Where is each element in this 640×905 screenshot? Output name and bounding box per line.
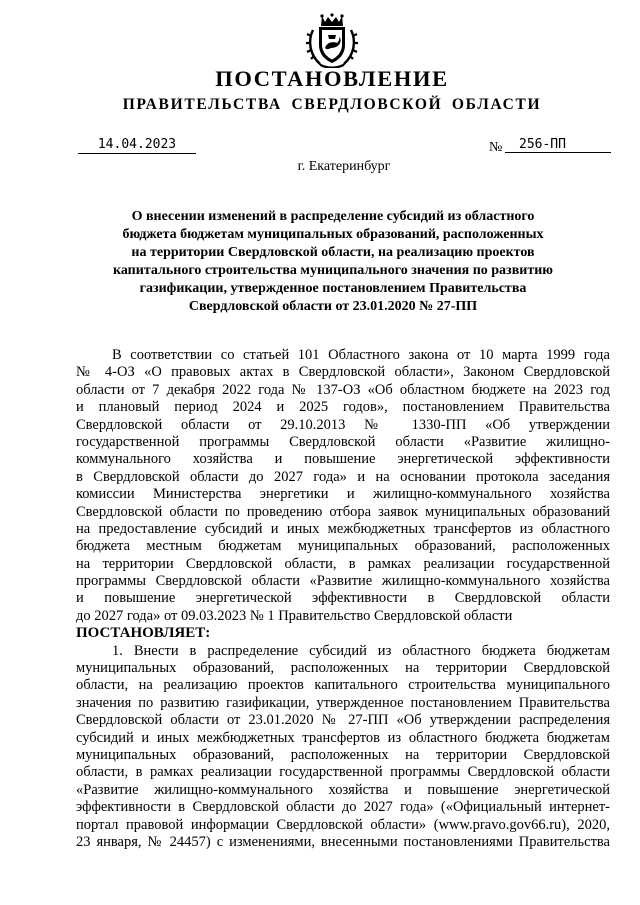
item-1-line: области, на реализацию проектов капитального строительства муниципального (76, 677, 610, 694)
document-title-line: капитального строительства муниципального значения по развитию (113, 263, 553, 278)
preamble-line: на территории Свердловской области, в рамках реализации государственной (76, 555, 610, 572)
preamble-line: Свердловской области от 29.10.2013 № 1330-ПП «Об утверждении (76, 416, 610, 433)
preamble-line: и плановый период 2024 и 2025 годов», постановлением Правительства (76, 399, 610, 416)
preamble-line: коммунального хозяйства и повышение энергетической эффективности (76, 451, 610, 468)
preamble-line: № 4-ОЗ «О правовых актах в Свердловской области», Законом Свердловской (76, 364, 610, 381)
city: г. Екатеринбург (297, 159, 391, 174)
preamble-line: Свердловской области по проведению отбора заявок муниципальных образований (76, 503, 610, 520)
item-1-line: 1. Внести в распределение субсидий из областного бюджета бюджетам (112, 642, 610, 659)
preamble-line: на предоставление субсидий и иных межбюджетных трансфертов из областного (76, 520, 610, 537)
document-title-line: бюджета бюджетам муниципальных образований, расположенных (122, 227, 544, 242)
item-1-line: субсидий и иных межбюджетных трансфертов из областного бюджета бюджетам (76, 729, 610, 746)
document-title-line: на территории Свердловской области, на реализацию проектов (131, 245, 535, 260)
preamble-line: В соответствии со статьей 101 Областного закона от 10 марта 1999 года (112, 347, 610, 363)
item-1-line: области, в рамках реализации государственной программы Свердловской области (76, 764, 610, 781)
preamble-line: комиссии Министерства энергетики и жилищно-коммунального хозяйства (76, 486, 610, 503)
number-label: № (489, 140, 503, 155)
item-1-line: муниципальных образований, расположенных на территории Свердловской (76, 746, 610, 763)
document-title-line: О внесении изменений в распределение субсидий из областного (131, 209, 535, 224)
item-1-line: Свердловской области от 23.01.2020 № 27-ПП «Об утверждении распределения (76, 712, 610, 729)
item-1-line: эффективности в Свердловской области до 2027 года» («Официальный интернет- (76, 799, 610, 816)
preamble-line: в Свердловской области до 2027 года» и на основании протокола заседания (76, 468, 610, 485)
preamble-line: государственной программы Свердловской области «Развитие жилищно- (76, 433, 610, 450)
document-type-title: ПОСТАНОВЛЕНИЕ (215, 66, 449, 91)
item-1-line: портал правовой информации Свердловской области» (www.pravo.gov66.ru), 2020, (76, 816, 610, 833)
preamble-line: и повышение энергетической эффективности в Свердловской области (76, 590, 610, 607)
preamble-line: области от 7 декабря 2022 года № 137-ОЗ «Об областном бюджете на 2023 год (76, 381, 610, 398)
item-1-line: муниципальных образований, расположенных на территории Свердловской (76, 660, 610, 677)
preamble-line: программы Свердловской области «Развитие жилищно-коммунального хозяйства (76, 573, 610, 590)
preamble-line: бюджета местным бюджетам муниципальных образований, расположенных (76, 538, 610, 555)
document-number: 256-ПП (505, 136, 611, 153)
document-title-line: газификации, утвержденное постановлением Правительства (139, 281, 527, 296)
coat-of-arms-icon (304, 12, 360, 68)
item-1-line: значения по развитию газификации, утвержденное постановлением Правительства (76, 694, 610, 711)
item-1-line: «Развитие жилищно-коммунального хозяйства и повышение энергетической (76, 781, 610, 798)
document-body (76, 347, 610, 851)
item-1-line: 23 января, № 24457) с изменениями, внесенными постановлениями Правительства (76, 833, 610, 850)
document-date: 14.04.2023 (78, 136, 196, 154)
document-title (98, 208, 568, 316)
issuing-authority: ПРАВИТЕЛЬСТВА СВЕРДЛОВСКОЙ ОБЛАСТИ (122, 96, 542, 113)
resolves-heading: ПОСТАНОВЛЯЕТ: (76, 625, 211, 642)
document-title-line: Свердловской области от 23.01.2020 № 27-ПП (188, 299, 478, 314)
preamble-line: до 2027 года» от 09.03.2023 № 1 Правительство Свердловской области (76, 607, 513, 624)
